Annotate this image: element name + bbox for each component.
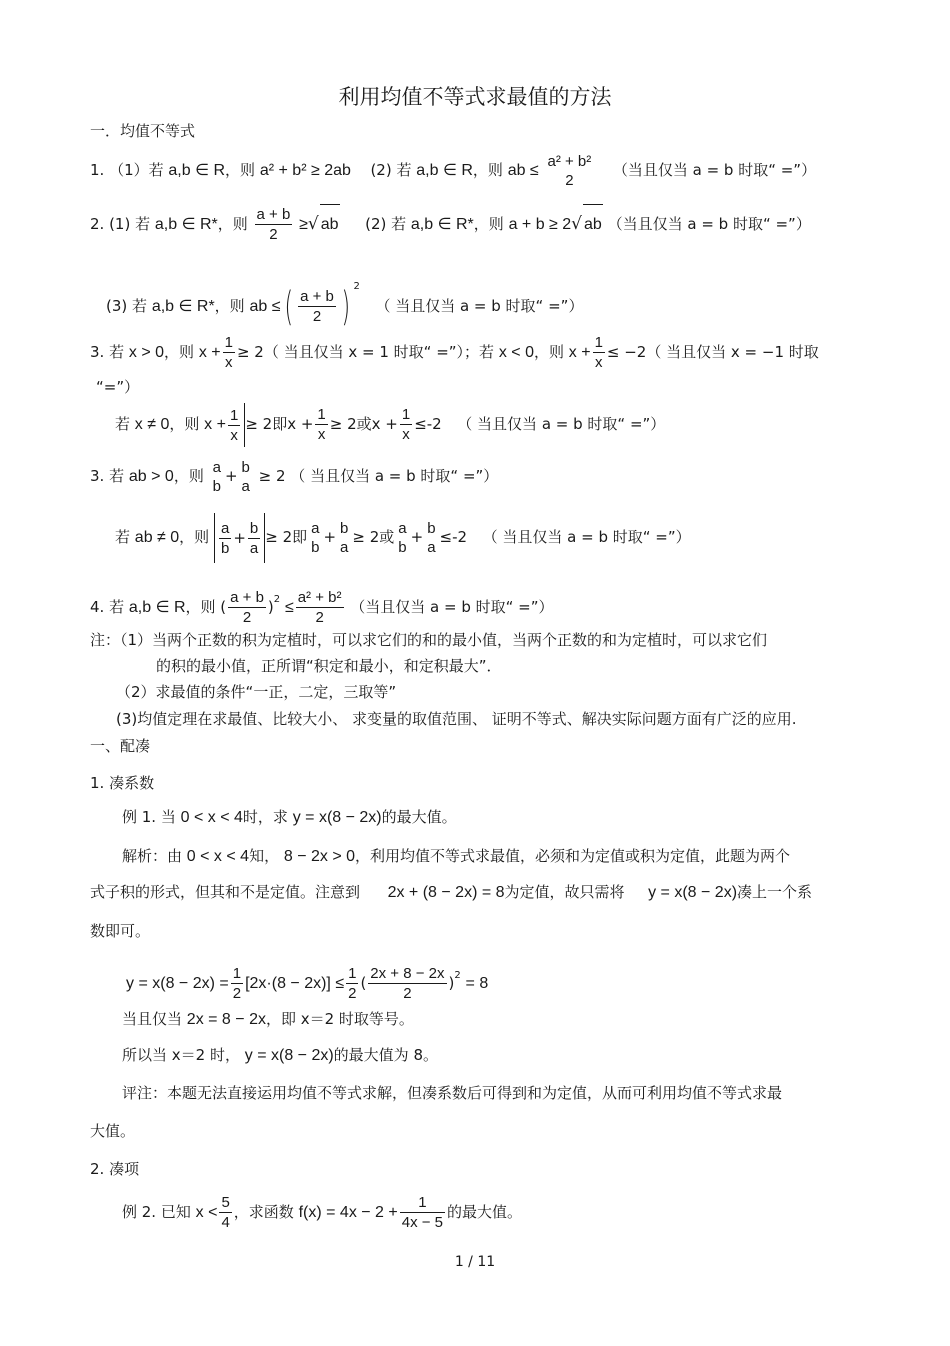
- numerator: 2x + 8 − 2x: [370, 965, 445, 982]
- text: （ 当且仅当 a = b 时取“ =”）: [375, 297, 584, 315]
- note-1-cont: 的积的最小值，正所谓“积定和最小，和定积最大”．: [156, 657, 502, 675]
- right-paren: ): [341, 283, 350, 330]
- example-2: [122, 1190, 522, 1235]
- text: ≥ 2 （ 当且仅当 a = b 时取“ =”）: [258, 467, 499, 485]
- inequality-line-4: [90, 332, 819, 373]
- text: 若: [115, 528, 131, 546]
- comment-1-cont: 大值。: [90, 1122, 136, 1140]
- text: 的最大值为 8。: [333, 1046, 438, 1064]
- fraction: [240, 458, 252, 496]
- fraction: [546, 152, 594, 190]
- text: 例 1. 当: [122, 808, 176, 826]
- denominator: x: [317, 426, 326, 443]
- equation-1: y = x(8 − 2x) = $\frac{1}{2}$ [2x·(8 − 2x)] ≤ $\frac{1}{2}$ ( $\frac{2x + 8 - 2x}{2}$ )$^2$ = 8: [126, 965, 489, 1002]
- text: ，则: [214, 297, 245, 315]
- text: 若: [115, 415, 131, 433]
- math: 0 < x < 4: [180, 809, 243, 826]
- math: a² + b² ≥ 2ab: [259, 162, 351, 179]
- math: x +: [568, 344, 591, 361]
- numerator: 1: [401, 406, 411, 423]
- fraction: [248, 519, 260, 558]
- solution-1: [122, 846, 790, 867]
- inequality-line-8: 4. 若 a,b ∈ R，则 ( $\frac{a + b}{2}$ )$^2$ ≤ $\frac{\text{a² + b²}}{2}$ （当且仅当 a = b 时取“ =”）: [90, 589, 554, 626]
- numerator: b: [340, 519, 349, 537]
- denominator: x: [594, 354, 603, 371]
- note-2: （2）求最值的条件“一正，二定，三取等”: [116, 683, 397, 701]
- conclusion-1: [122, 1045, 438, 1066]
- text: ，则: [473, 215, 504, 233]
- fraction: [368, 964, 446, 1003]
- text: ≥ 2即: [265, 528, 308, 546]
- fraction: [219, 519, 231, 558]
- radicand: ab: [583, 204, 603, 245]
- numerator: b: [241, 458, 250, 476]
- section-heading: 一、配凑: [90, 737, 151, 755]
- math: x ≠ 0: [134, 416, 170, 433]
- text: （当且仅当 a = b 时取“ =”）: [350, 598, 554, 616]
- math: 2x = 8 − 2x: [186, 1011, 266, 1028]
- math: 0 < x < 4: [186, 848, 250, 865]
- text: (2) 若: [370, 161, 412, 179]
- text: 2. (1) 若: [90, 215, 151, 233]
- denominator: b: [398, 538, 407, 556]
- text: 为定值，故只需将: [504, 883, 625, 901]
- math: f(x) = 4x − 2 +: [298, 1204, 398, 1221]
- text: （当且仅当 a = b 时取“ =”）: [607, 215, 811, 233]
- text: 知，: [249, 847, 280, 865]
- note-3: (3)均值定理在求最值、比较大小、 求变量的取值范围、 证明不等式、解决实际问题方面有广泛的应用.: [116, 710, 797, 728]
- text: 的最大值。: [381, 808, 457, 826]
- text: （ 当且仅当 a = b 时取“ =”）: [482, 528, 691, 546]
- text: ≥ 2即x +: [245, 415, 314, 433]
- text: 凑上一个系: [737, 883, 813, 901]
- numerator: 1: [229, 406, 239, 424]
- denominator: 2: [232, 985, 242, 1002]
- numerator: 1: [317, 406, 326, 423]
- fraction: [593, 333, 605, 372]
- numerator: 1: [232, 965, 242, 982]
- denominator: 2: [348, 985, 357, 1002]
- text: (2) 若: [365, 215, 407, 233]
- numerator: a² + b²: [297, 589, 342, 606]
- radicand: ab: [320, 204, 340, 245]
- math: x +: [204, 416, 226, 433]
- math: x +: [198, 344, 221, 361]
- text: ，则: [179, 528, 210, 546]
- numerator: b: [249, 519, 259, 537]
- math: x <: [195, 1204, 218, 1221]
- fraction: [315, 405, 327, 444]
- numerator: a: [212, 458, 221, 476]
- text: ，则: [472, 161, 503, 179]
- text: ，则: [164, 343, 195, 361]
- denominator: x: [225, 354, 233, 371]
- math: ≥: [299, 216, 308, 233]
- text: 例 2. 已知: [122, 1203, 191, 1221]
- text: 式子积的形式，但其和不是定值。注意到: [90, 883, 361, 901]
- absolute-value: [214, 513, 265, 563]
- fraction: [228, 406, 240, 445]
- text: 3. 若: [90, 467, 125, 485]
- math: ≤: [284, 599, 294, 616]
- equality-condition: [122, 1009, 414, 1030]
- note-1: 注：（1）当两个正数的积为定植时，可以求它们的和的最小值，当两个正数的和为定植时，可以求它们: [90, 631, 768, 649]
- fraction: [255, 205, 293, 244]
- numerator: 1: [594, 334, 603, 351]
- text: ，则: [169, 415, 200, 433]
- text: ，则: [185, 598, 216, 616]
- inequality-line-7: [115, 512, 691, 563]
- page-number: 1 / 11: [454, 1254, 496, 1270]
- page-title: 利用均值不等式求最值的方法: [338, 85, 612, 109]
- numerator: a: [220, 519, 230, 537]
- text: ，即 x＝2 时取等号。: [265, 1010, 414, 1028]
- text: 1. （1）若: [90, 161, 164, 179]
- solution-1-cont2: 数即可。: [90, 922, 151, 940]
- left-paren: (: [284, 283, 293, 330]
- text: 4. 若: [90, 598, 125, 616]
- math: y = x(8 − 2x): [244, 1047, 334, 1064]
- numerator: a: [311, 519, 320, 537]
- fraction: [211, 458, 223, 496]
- numerator: a + b: [256, 206, 291, 223]
- fraction: [223, 333, 235, 372]
- denominator: a: [249, 539, 259, 557]
- math: = 8: [465, 975, 489, 992]
- numerator: 1: [348, 965, 357, 982]
- abs-bar: [226, 403, 245, 447]
- inequality-line-5: [115, 402, 665, 447]
- exponent: 2: [353, 281, 360, 292]
- comment-1: 评注：本题无法直接运用均值不等式求解，但凑系数后可得到和为定值，从而可利用均值不等式求最: [122, 1084, 783, 1102]
- math: 2x + (8 − 2x) = 8: [387, 884, 505, 901]
- text: (3) 若: [106, 297, 148, 315]
- math: ab ≤: [507, 162, 539, 179]
- section-heading: 一．均值不等式: [90, 122, 196, 140]
- subsection-heading: 1. 凑系数: [90, 774, 155, 792]
- text: 3. 若: [90, 343, 125, 361]
- denominator: b: [220, 539, 230, 557]
- inequality-line-2: [90, 204, 811, 245]
- text: 当且仅当: [122, 1010, 183, 1028]
- solution-1-cont: [90, 882, 812, 903]
- denominator: 2: [269, 226, 278, 243]
- math: a,b ∈ R*: [151, 298, 215, 315]
- inequality-line-6: [90, 454, 498, 499]
- math: 8 − 2x > 0: [283, 848, 356, 865]
- example-1: [122, 807, 457, 828]
- math: [2x·(8 − 2x)] ≤: [245, 975, 345, 992]
- text: ≤-2: [414, 415, 442, 433]
- text: ，求函数: [233, 1203, 294, 1221]
- denominator: a: [340, 538, 349, 556]
- radical-sign: √: [571, 214, 583, 234]
- denominator: b: [212, 477, 221, 495]
- text: ≤-2: [439, 528, 468, 546]
- math: +: [323, 528, 337, 546]
- math: +: [224, 467, 238, 485]
- numerator: 1: [400, 1193, 445, 1213]
- text: （ 当且仅当 a = b 时取“ =”）: [457, 415, 666, 433]
- text: ，则: [173, 467, 204, 485]
- fraction: [400, 405, 412, 444]
- math: y = x(8 − 2x) =: [126, 975, 229, 992]
- text: 的最大值。: [447, 1203, 523, 1221]
- math: x > 0: [128, 344, 165, 361]
- inequality-line-4-cont: “=”）: [96, 378, 140, 396]
- denominator: 2: [242, 609, 252, 626]
- fraction: [228, 588, 266, 627]
- numerator: a + b: [230, 589, 264, 606]
- math: y = x(8 − 2x): [648, 884, 738, 901]
- math: ab ≤: [249, 298, 281, 315]
- fraction: [219, 1193, 231, 1232]
- math: ab > 0: [128, 468, 174, 485]
- denominator: 4x − 5: [401, 1214, 444, 1231]
- math: ab ≠ 0: [134, 529, 180, 546]
- radical-sign: √: [307, 214, 319, 234]
- fraction: [400, 1193, 445, 1232]
- denominator: 2: [312, 308, 322, 325]
- math: y = x(8 − 2x): [292, 809, 382, 826]
- inequality-line-3: [106, 262, 583, 332]
- text: 解析：由: [122, 847, 183, 865]
- math: x < 0: [498, 344, 534, 361]
- denominator: 4: [221, 1214, 230, 1231]
- math: a,b ∈ R*: [154, 216, 218, 233]
- denominator: a: [427, 538, 436, 556]
- math: +: [410, 528, 424, 546]
- fraction: [396, 519, 408, 557]
- math: a,b ∈ R: [168, 162, 226, 179]
- numerator: a + b: [300, 288, 334, 305]
- text: ≥ 2（ 当且仅当 x = 1 时取“ =”）；若: [236, 343, 495, 361]
- denominator: x: [402, 426, 410, 443]
- text: ，利用均值不等式求最值，必须和为定值或积为定值，此题为两个: [355, 847, 791, 865]
- math: +: [233, 528, 246, 547]
- fraction: [309, 519, 321, 557]
- text: ≥ 2或x +: [329, 415, 398, 433]
- fraction: [231, 964, 243, 1003]
- text: 所以当 x＝2 时，: [122, 1046, 240, 1064]
- fraction: [296, 588, 344, 627]
- text: ≤ −2（ 当且仅当 x = −1 时取: [606, 343, 819, 361]
- text: ，则: [217, 215, 248, 233]
- fraction: [298, 287, 336, 326]
- denominator: 2: [565, 171, 574, 189]
- fraction: [338, 519, 350, 557]
- text: （当且仅当 a = b 时取“ =”）: [612, 161, 817, 179]
- math: a,b ∈ R*: [410, 216, 474, 233]
- numerator: a² + b²: [547, 152, 592, 170]
- denominator: b: [311, 538, 320, 556]
- inequality-line-1: [90, 150, 816, 191]
- numerator: a: [398, 519, 407, 537]
- text: ≥ 2或: [352, 528, 395, 546]
- text: ，则: [533, 343, 564, 361]
- text: ，则: [225, 161, 256, 179]
- numerator: 5: [221, 1194, 230, 1211]
- denominator: x: [230, 426, 238, 444]
- math: a,b ∈ R: [128, 599, 186, 616]
- fraction: [346, 964, 358, 1003]
- math: a + b ≥ 2: [508, 216, 572, 233]
- numerator: 1: [224, 334, 233, 351]
- fraction: [425, 519, 437, 557]
- subsection-heading: 2. 凑项: [90, 1160, 140, 1178]
- math: a,b ∈ R: [416, 162, 473, 179]
- denominator: 2: [315, 609, 324, 626]
- denominator: 2: [403, 985, 412, 1002]
- numerator: b: [427, 519, 436, 537]
- text: 时，求: [242, 808, 288, 826]
- denominator: a: [241, 477, 250, 495]
